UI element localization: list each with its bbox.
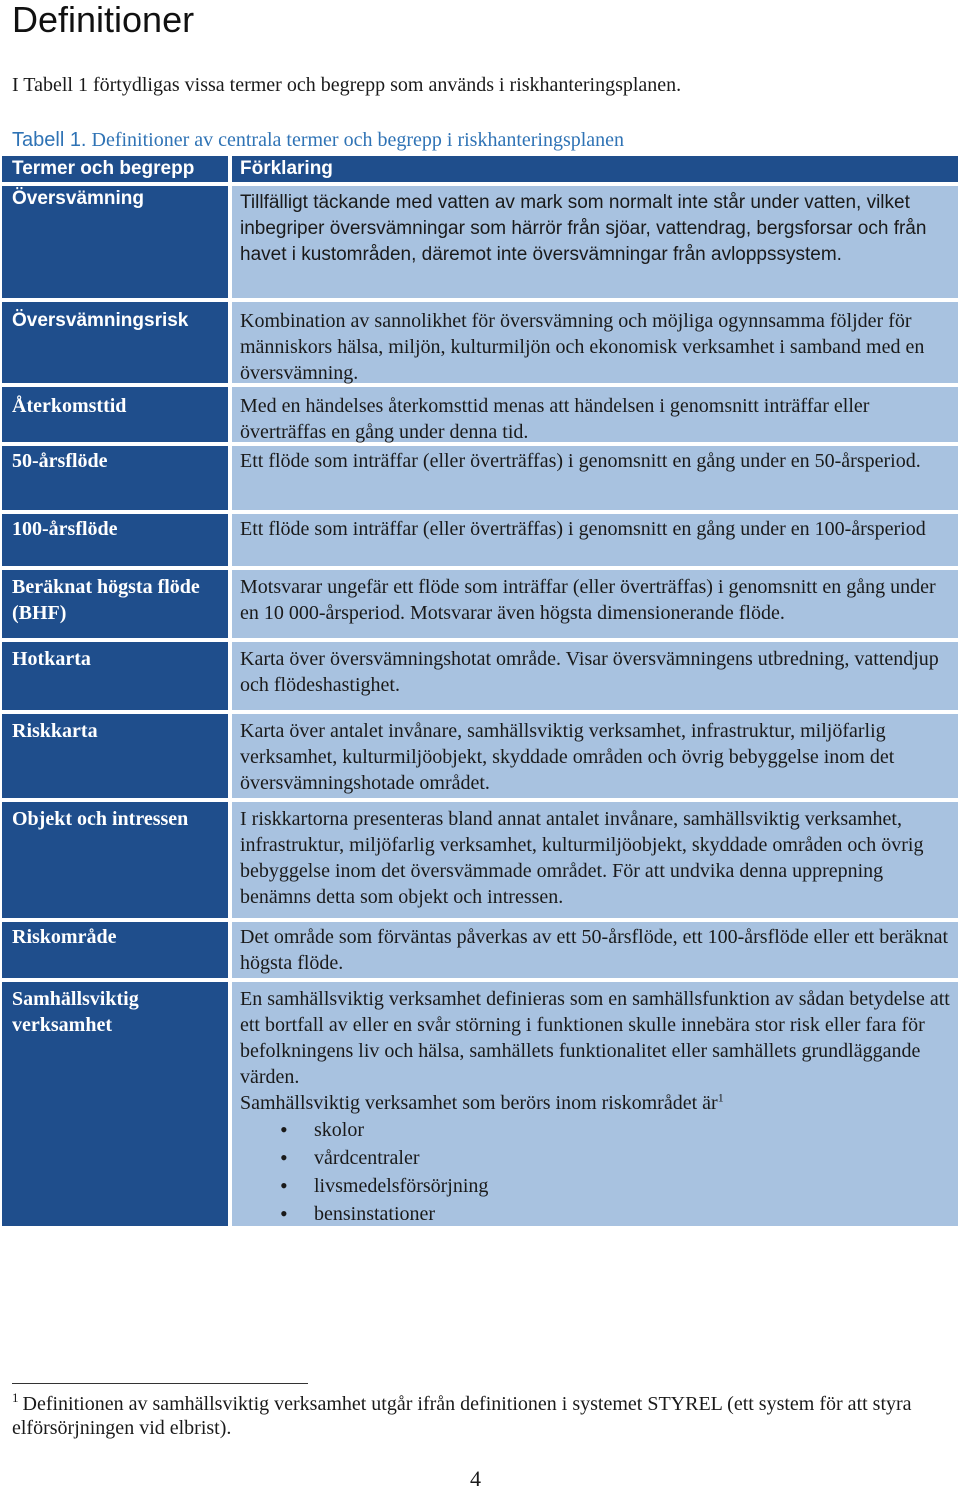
- bullet-list: [240, 1116, 950, 1228]
- definition-cell: Motsvarar ungefär ett flöde som inträffar (eller överträffas) i genomsnitt en gång under en 10 000-årsperiod. Motsvarar även högsta dimensionerande flöde.: [232, 570, 958, 638]
- definition-cell: Karta över antalet invånare, samhällsviktig verksamhet, infrastruktur, miljöfarlig verksamhet, kulturmiljöobjekt, skyddade områden och övrig bebyggelse inom det översvämningshotade området.: [232, 714, 958, 798]
- definition-cell: Ett flöde som inträffar (eller överträffas) i genomsnitt en gång under en 50-årsperiod.: [232, 446, 958, 510]
- table-row: [2, 642, 958, 710]
- table-row: [2, 446, 958, 510]
- definition-cell: Tillfälligt täckande med vatten av mark som normalt inte står under vatten, vilket inbegriper översvämningar som härrör från sjöar, vattendrag, bergsforsar och från havet i kustområden, däremot inte översvämningar från avloppssystem.: [232, 186, 958, 298]
- definition-cell: I riskkartorna presenteras bland annat antalet invånare, samhällsviktig verksamhet, infrastruktur, miljöfarlig verksamhet, kulturmiljöobjekt, skyddade områden och övrig bebyggelse inom det översvämmade området. För att undvika denna upprepning benämns detta som objekt och intressen.: [232, 802, 958, 918]
- table-row: [2, 186, 958, 298]
- term-cell: Riskkarta: [2, 714, 228, 798]
- footnote-mark: 1: [12, 1390, 19, 1406]
- term-cell: Beräknat högsta flöde (BHF): [2, 570, 228, 638]
- definition-cell: Karta över översvämningshotat område. Visar översvämningens utbredning, vattendjup och flödeshastighet.: [232, 642, 958, 710]
- table-caption: [12, 127, 624, 153]
- term-cell: Riskområde: [2, 922, 228, 978]
- term-cell: Översvämningsrisk: [2, 302, 228, 383]
- page-number: 4: [470, 1466, 481, 1491]
- table-row: [2, 302, 958, 383]
- term-cell: 50-årsflöde: [2, 446, 228, 510]
- term-cell: Samhällsviktig verksamhet: [2, 982, 228, 1226]
- definition-cell: [232, 982, 958, 1226]
- footnote: [12, 1392, 952, 1440]
- table-row: [2, 387, 958, 442]
- definition-cell: Det område som förväntas påverkas av ett 50-årsflöde, ett 100-årsflöde eller ett beräknat högsta flöde.: [232, 922, 958, 978]
- definition-cell: Med en händelses återkomsttid menas att händelsen i genomsnitt inträffar eller överträffas en gång under denna tid.: [232, 387, 958, 442]
- term-cell: Hotkarta: [2, 642, 228, 710]
- table-row: [2, 514, 958, 566]
- list-item: • livsmedelsförsörjning: [240, 1172, 950, 1200]
- footnote-reference: 1: [717, 1090, 724, 1105]
- footnote-text: Definitionen av samhällsviktig verksamhet utgår ifrån definitionen i systemet STYREL (ett system för att styra elförsörjningen vid elbrist).: [12, 1393, 912, 1439]
- table-row: [2, 922, 958, 978]
- definition-cell: Ett flöde som inträffar (eller överträffas) i genomsnitt en gång under en 100-årsperiod: [232, 514, 958, 566]
- definition-cell: Kombination av sannolikhet för översvämning och möjliga ogynnsamma följder för människors hälsa, miljön, kulturmiljön och ekonomisk verksamhet i samband med en översvämning.: [232, 302, 958, 383]
- table-row: [2, 570, 958, 638]
- definitions-table: [2, 156, 958, 1226]
- term-cell: Återkomsttid: [2, 387, 228, 442]
- table-row: [2, 982, 958, 1226]
- definition-text: En samhällsviktig verksamhet definieras som en samhällsfunktion av sådan betydelse att ett bortfall av eller en svår störning i funktionen skulle innebära stor risk eller fara för befolkningens liv och hälsa, samhällets funktionalitet eller samhällets grundläggande värden.: [240, 988, 950, 1088]
- intro-paragraph: I Tabell 1 förtydligas vissa termer och begrepp som används i riskhanteringsplanen.: [12, 74, 682, 96]
- definition-lead-in: [240, 1090, 950, 1116]
- table-row: [2, 802, 958, 918]
- list-item: • skolor: [240, 1116, 950, 1144]
- table-caption-label: Tabell 1.: [12, 129, 87, 151]
- table-caption-text: Definitioner av centrala termer och begrepp i riskhanteringsplanen: [86, 129, 625, 151]
- page-heading: Definitioner: [12, 0, 195, 40]
- term-cell: 100-årsflöde: [2, 514, 228, 566]
- definition-lead-in-text: Samhällsviktig verksamhet som berörs inom riskområdet är: [240, 1092, 718, 1114]
- header-definition: Förklaring: [232, 156, 958, 182]
- table-row: [2, 714, 958, 798]
- list-item: • bensinstationer: [240, 1200, 950, 1228]
- header-term: Termer och begrepp: [2, 156, 228, 182]
- footnote-divider: [12, 1383, 308, 1384]
- list-item: • vårdcentraler: [240, 1144, 950, 1172]
- term-cell: Översvämning: [2, 186, 228, 298]
- table-header-row: [2, 156, 958, 182]
- term-cell: Objekt och intressen: [2, 802, 228, 918]
